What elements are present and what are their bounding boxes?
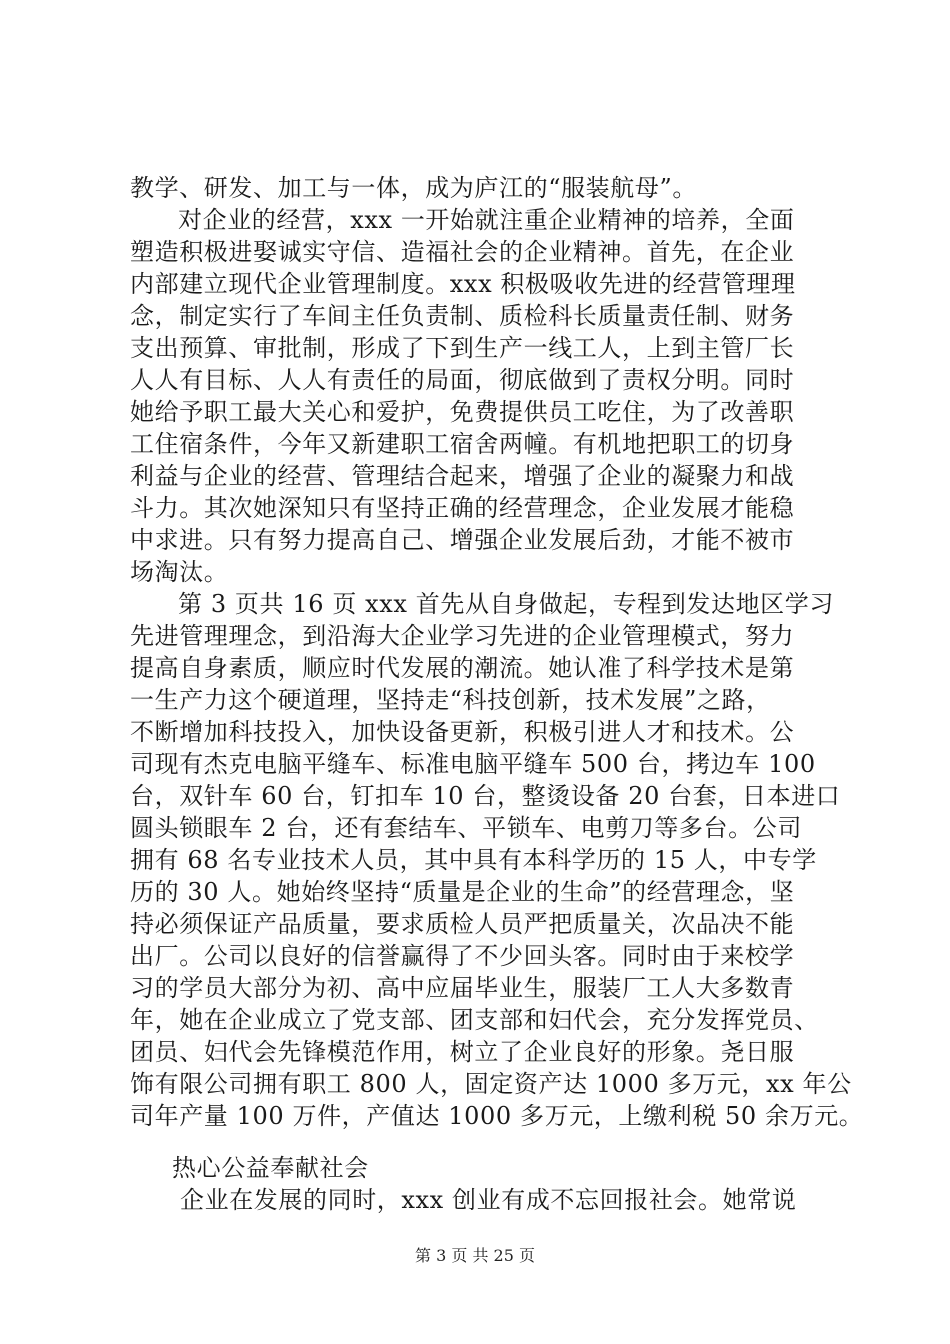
- text-line: 工住宿条件，今年又新建职工宿舍两幢。有机地把职工的切身: [130, 430, 795, 458]
- text-line: 提高自身素质，顺应时代发展的潮流。她认准了科学技术是第: [130, 654, 795, 682]
- text-line: 历的 30 人。她始终坚持“质量是企业的生命”的经营理念，坚: [130, 878, 795, 906]
- text-line: 不断增加科技投入，加快设备更新，积极引进人才和技术。公: [130, 718, 795, 746]
- text-line: 饰有限公司拥有职工 800 人，固定资产达 1000 多万元，xx 年公: [130, 1070, 852, 1098]
- text-line: 塑造积极进娶诚实守信、造福社会的企业精神。首先，在企业: [130, 238, 795, 266]
- text-line: 习的学员大部分为初、高中应届毕业生，服装厂工人大多数青: [130, 974, 795, 1002]
- text-line: 先进管理理念，到沿海大企业学习先进的企业管理模式，努力: [130, 622, 795, 650]
- text-line: 年，她在企业成立了党支部、团支部和妇代会，充分发挥党员、: [130, 1006, 819, 1034]
- text-line: 一生产力这个硬道理，坚持走“科技创新，技术发展”之路，: [130, 686, 771, 714]
- text-line: 司现有杰克电脑平缝车、标准电脑平缝车 500 台，拷边车 100: [130, 750, 816, 778]
- text-line: 第 3 页共 16 页 xxx 首先从自身做起，专程到发达地区学习: [178, 590, 834, 618]
- text-line: 她给予职工最大关心和爱护，免费提供员工吃住，为了改善职: [130, 398, 795, 426]
- text-line: 利益与企业的经营、管理结合起来，增强了企业的凝聚力和战: [130, 462, 795, 490]
- text-line: 台，双针车 60 台，钉扣车 10 台，整烫设备 20 台套，日本进口: [130, 782, 841, 810]
- text-line: 团员、妇代会先锋模范作用，树立了企业良好的形象。尧日服: [130, 1038, 795, 1066]
- text-line: 圆头锁眼车 2 台，还有套结车、平锁车、电剪刀等多台。公司: [130, 814, 802, 842]
- text-line: 人人有目标、人人有责任的局面，彻底做到了责权分明。同时: [130, 366, 795, 394]
- page-footer: 第 3 页 共 25 页: [415, 1246, 535, 1265]
- section-heading: 热心公益奉献社会: [172, 1154, 369, 1182]
- text-line: 支出预算、审批制，形成了下到生产一线工人，上到主管厂长: [130, 334, 795, 362]
- text-line: 斗力。其次她深知只有坚持正确的经营理念，企业发展才能稳: [130, 494, 795, 522]
- text-line: 企业在发展的同时，xxx 创业有成不忘回报社会。她常说: [180, 1186, 797, 1214]
- text-line: 司年产量 100 万件，产值达 1000 多万元，上缴利税 50 余万元。: [130, 1102, 864, 1130]
- text-line: 场淘汰。: [130, 558, 229, 586]
- text-line: 中求进。只有努力提高自己、增强企业发展后劲，才能不被市: [130, 526, 795, 554]
- text-line: 对企业的经营，xxx 一开始就注重企业精神的培养，全面: [178, 206, 795, 234]
- text-line: 出厂。公司以良好的信誉赢得了不少回头客。同时由于来校学: [130, 942, 795, 970]
- text-line: 教学、研发、加工与一体，成为庐江的“服装航母”。: [130, 174, 697, 202]
- text-line: 内部建立现代企业管理制度。xxx 积极吸收先进的经营管理理: [130, 270, 796, 298]
- text-line: 念，制定实行了车间主任负责制、质检科长质量责任制、财务: [130, 302, 795, 330]
- text-line: 拥有 68 名专业技术人员，其中具有本科学历的 15 人，中专学: [130, 846, 817, 874]
- text-line: 持必须保证产品质量，要求质检人员严把质量关，次品决不能: [130, 910, 795, 938]
